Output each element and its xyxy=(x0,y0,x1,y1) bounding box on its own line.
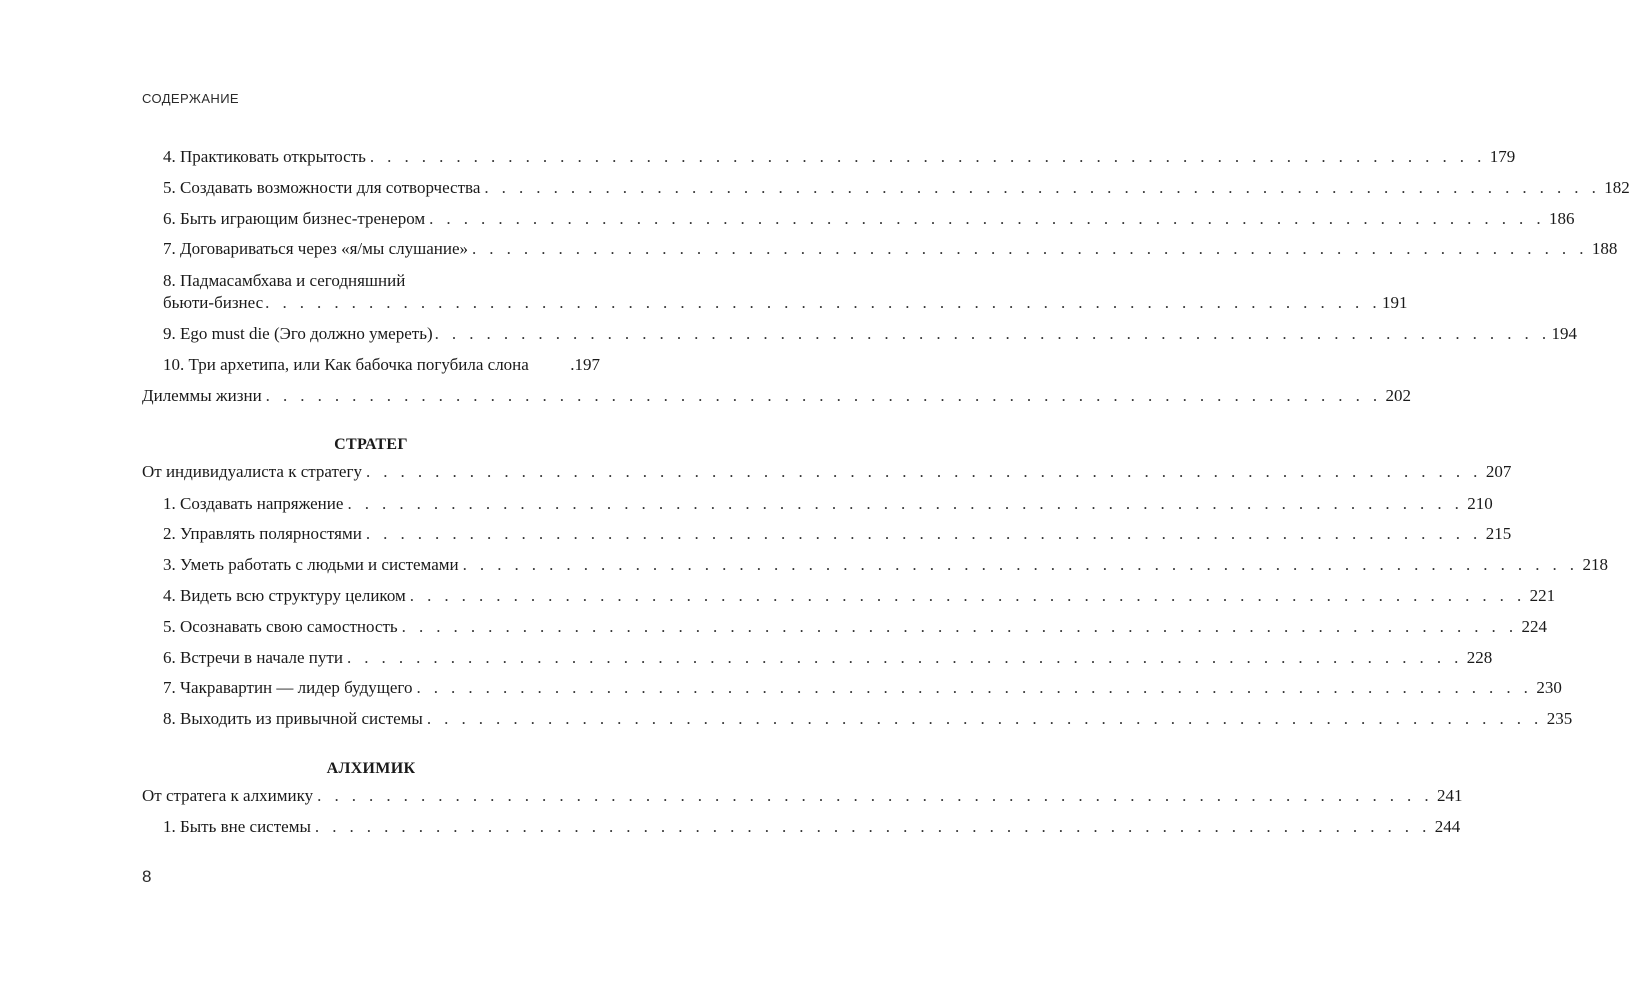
toc-leader: . . . . . . . . . . . . . . . . . . . . . . . . . . . . . . . . . . . . . . . . . . . . . . . . . . . . . . . . . . . . . . . . . xyxy=(347,494,1464,513)
toc-entry xyxy=(163,146,1516,168)
toc-entry-title: От стратега к алхимику xyxy=(142,786,314,805)
toc-entry-page: 215 xyxy=(1485,524,1512,543)
toc-entry xyxy=(142,461,1512,483)
toc-entry xyxy=(163,647,1493,669)
toc-entry-page: 221 xyxy=(1529,586,1556,605)
toc-entry xyxy=(163,493,1493,515)
toc-entry xyxy=(163,208,1575,230)
toc-entry-page: 186 xyxy=(1548,209,1575,228)
toc-entry-page: 202 xyxy=(1385,386,1412,405)
toc-leader: . . . . . . . . . . . . . . . . . . . . . . . . . . . . . . . . . . . . . . . . . . . . . . . . . . . . . . . . . . . . . . . . . xyxy=(346,648,1463,667)
toc-entry-title-line1: 8. Падмасамбхава и сегодняшний xyxy=(163,271,406,290)
toc-leader: . . . . . . . . . . . . . . . . . . . . . . . . . . . . . . . . . . . . . . . . . . . . . . . . . . . . . . . . . . . . . . . . . xyxy=(365,524,1482,543)
toc-entry-title: 4. Видеть всю структуру целиком xyxy=(163,586,406,605)
toc-entry-page: 191 xyxy=(1382,293,1408,312)
toc-entry-page: 194 xyxy=(1551,324,1577,343)
section-heading: АЛХИМИК xyxy=(326,760,416,777)
toc-entry-page: 182 xyxy=(1604,178,1630,197)
toc-entry-title: Дилеммы жизни xyxy=(142,386,262,405)
toc-leader: . . . . . . . . . . . . . . . . . . . . . . . . . . . . . . . . . . . . . . . . . . . . . . . . . . . . . . . . . . . . . . . . . xyxy=(472,239,1588,258)
toc-entry-page: .197 xyxy=(570,355,600,374)
toc-leader: . . . . . . . . . . . . . . . . . . . . . . . . . . . . . . . . . . . . . . . . . . . . . . . . . . . . . . . . . . . . . . . . . xyxy=(317,786,1434,805)
toc-entry-page: 235 xyxy=(1546,709,1573,728)
toc-leader: . . . . . . . . . . . . . . . . . . . . . . . . . . . . . . . . . . . . . . . . . . . . . . . . . . . . . . . . . . . . . . . . . xyxy=(462,555,1579,574)
toc-entry-page: 188 xyxy=(1591,239,1618,258)
toc-entry-page: 224 xyxy=(1521,617,1547,636)
toc-entry-title: 7. Договариваться через «я/мы слушание» xyxy=(163,239,468,258)
toc-entry-title: 6. Быть играющим бизнес-тренером xyxy=(163,209,426,228)
toc-entry-page: 207 xyxy=(1485,462,1512,481)
toc-entry-page: 228 xyxy=(1466,648,1493,667)
toc-leader: . . . . . . . . . . . . . . . . . . . . . . . . . . . . . . . . . . . . . . . . . . . . . . . . . . . . . . . . . . . . . . . . . xyxy=(265,293,1381,312)
toc-leader: . . . . . . . . . . . . . . . . . . . . . . . . . . . . . . . . . . . . . . . . . . . . . . . . . . . . . . . . . . . . . . . . . xyxy=(426,709,1543,728)
toc-entry xyxy=(163,708,1573,730)
toc-entry-title: 3. Уметь работать с людьми и системами xyxy=(163,555,459,574)
running-head: СОДЕРЖАНИЕ xyxy=(142,91,240,106)
toc-entry xyxy=(163,554,1608,576)
toc-leader: . . . . . . . . . . . . . . . . . . . . . . . . . . . . . . . . . . . . . . . . . . . . . . . . . . . . . . . . . . . . . . . . . xyxy=(369,147,1486,166)
toc-entry-title: 2. Управлять полярностями xyxy=(163,524,362,543)
toc-entry xyxy=(163,323,1577,345)
toc-entry-title: 5. Осознавать свою самостность xyxy=(163,617,398,636)
toc-leader: . . . . . . . . . . . . . . . . . . . . . . . . . . . . . . . . . . . . . . . . . . . . . . . . . . . . . . . . . . . . . . . . . xyxy=(314,817,1431,836)
toc-entry-page: 210 xyxy=(1467,494,1493,513)
toc-entry-title: 7. Чакравартин — лидер будущего xyxy=(163,678,413,697)
toc-entry-page: 230 xyxy=(1536,678,1562,697)
toc-entry-page: 244 xyxy=(1434,817,1461,836)
section-heading: СТРАТЕГ xyxy=(334,436,408,453)
toc-leader: . . . . . . . . . . . . . . . . . . . . . . . . . . . . . . . . . . . . . . . . . . . . . . . . . . . . . . . . . . . . . . . . . xyxy=(401,617,1518,636)
toc-entry xyxy=(142,385,1412,407)
toc-entry-title: 1. Быть вне системы xyxy=(163,817,311,836)
toc-entry xyxy=(163,238,1618,260)
toc-entry xyxy=(163,177,1630,199)
toc-entry-title: бьюти-бизнес xyxy=(163,293,264,312)
toc-entry xyxy=(142,785,1463,807)
toc-entry-page: 179 xyxy=(1489,147,1516,166)
toc-entry-title: 10. Три архетипа, или Как бабочка погубила слона xyxy=(163,355,529,374)
toc-entry-title: 6. Встречи в начале пути xyxy=(163,648,343,667)
toc-entry xyxy=(163,354,600,376)
toc-leader: . . . . . . . . . . . . . . . . . . . . . . . . . . . . . . . . . . . . . . . . . . . . . . . . . . . . . . . . . . . . . . . . . xyxy=(409,586,1526,605)
toc-leader: . . . . . . . . . . . . . . . . . . . . . . . . . . . . . . . . . . . . . . . . . . . . . . . . . . . . . . . . . . . . . . . . . xyxy=(265,386,1382,405)
toc-entry-title: 5. Создавать возможности для сотворчества xyxy=(163,178,481,197)
toc-leader: . . . . . . . . . . . . . . . . . . . . . . . . . . . . . . . . . . . . . . . . . . . . . . . . . . . . . . . . . . . . . . . . . xyxy=(365,462,1482,481)
toc-leader: . . . . . . . . . . . . . . . . . . . . . . . . . . . . . . . . . . . . . . . . . . . . . . . . . . . . . . . . . . . . . . . . . xyxy=(484,178,1601,197)
toc-entry xyxy=(163,677,1562,699)
toc-entry-title: 4. Практиковать открытость xyxy=(163,147,366,166)
toc-entry-page: 241 xyxy=(1437,786,1463,805)
toc-entry-title: 8. Выходить из привычной системы xyxy=(163,709,423,728)
toc-entry xyxy=(163,292,1408,314)
toc-entry-title: 9. Ego must die (Эго должно умереть) xyxy=(163,324,433,343)
page-number: 8 xyxy=(142,867,152,886)
toc-leader: . . . . . . . . . . . . . . . . . . . . . . . . . . . . . . . . . . . . . . . . . . . . . . . . . . . . . . . . . . . . . . . . . xyxy=(416,678,1533,697)
toc-entry-title: От индивидуалиста к стратегу xyxy=(142,462,362,481)
toc-entry xyxy=(163,616,1547,638)
toc-leader: . . . . . . . . . . . . . . . . . . . . . . . . . . . . . . . . . . . . . . . . . . . . . . . . . . . . . . . . . . . . . . . . . xyxy=(434,324,1551,343)
toc-entry xyxy=(163,523,1512,545)
toc-entry-title: 1. Создавать напряжение xyxy=(163,494,344,513)
toc-entry xyxy=(163,585,1556,607)
toc-leader: . . . . . . . . . . . . . . . . . . . . . . . . . . . . . . . . . . . . . . . . . . . . . . . . . . . . . . . . . . . . . . . . . xyxy=(429,209,1545,228)
toc-entry-page: 218 xyxy=(1582,555,1608,574)
toc-entry xyxy=(163,816,1461,838)
